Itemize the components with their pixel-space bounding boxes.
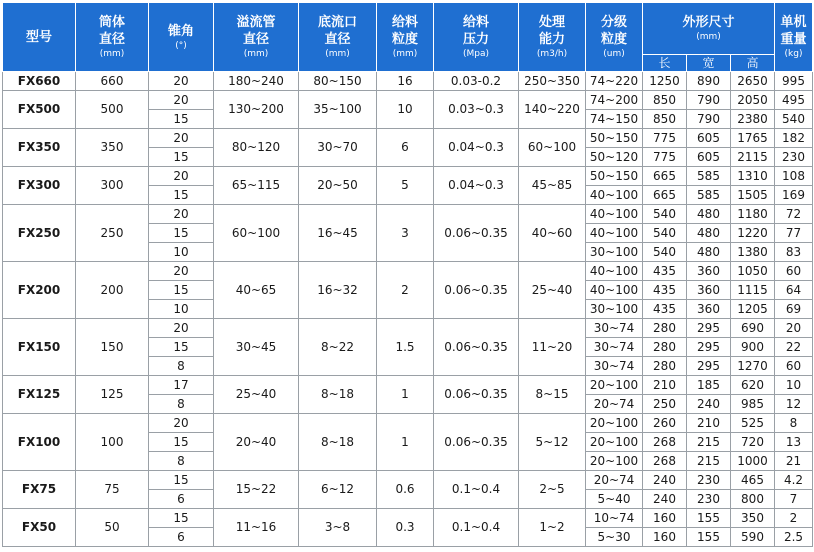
- cell-feed-size: 16: [377, 72, 434, 91]
- cell-feed-size: 1.5: [377, 319, 434, 376]
- cell-model: FX100: [3, 414, 76, 471]
- cell-weight: 83: [775, 243, 813, 262]
- cell-capacity: 140~220: [519, 91, 586, 129]
- cell-length: 280: [643, 338, 687, 357]
- cell-feed-pressure: 0.06~0.35: [434, 205, 519, 262]
- cell-model: FX200: [3, 262, 76, 319]
- header-model: 型号: [3, 3, 76, 72]
- cell-cut-size: 74~200: [586, 91, 643, 110]
- cell-diameter: 300: [76, 167, 149, 205]
- cell-length: 250: [643, 395, 687, 414]
- header-underflow-diameter: 底流口 直径 (mm): [299, 3, 377, 72]
- cell-width: 890: [687, 72, 731, 91]
- cell-length: 210: [643, 376, 687, 395]
- cell-cone-angle: 6: [149, 528, 214, 547]
- cell-length: 435: [643, 262, 687, 281]
- cell-length: 540: [643, 205, 687, 224]
- header-feed-size: 给料 粒度 (mm): [377, 3, 434, 72]
- cell-cone-angle: 20: [149, 414, 214, 433]
- cell-width: 295: [687, 319, 731, 338]
- cell-width: 360: [687, 281, 731, 300]
- cell-cut-size: 10~74: [586, 509, 643, 528]
- cell-height: 2380: [731, 110, 775, 129]
- cell-underflow: 16~45: [299, 205, 377, 262]
- cell-cut-size: 50~150: [586, 167, 643, 186]
- cell-model: FX75: [3, 471, 76, 509]
- header-cone-angle: 锥角 (°): [149, 3, 214, 72]
- cell-feed-size: 3: [377, 205, 434, 262]
- cell-weight: 2.5: [775, 528, 813, 547]
- cell-capacity: 25~40: [519, 262, 586, 319]
- cell-cone-angle: 15: [149, 224, 214, 243]
- cell-cut-size: 30~74: [586, 338, 643, 357]
- cell-cut-size: 74~150: [586, 110, 643, 129]
- cell-height: 1505: [731, 186, 775, 205]
- table-row: [3, 167, 813, 186]
- cell-capacity: 40~60: [519, 205, 586, 262]
- cell-capacity: 1~2: [519, 509, 586, 547]
- cell-cone-angle: 15: [149, 281, 214, 300]
- cell-feed-size: 6: [377, 129, 434, 167]
- cell-length: 540: [643, 224, 687, 243]
- cell-cone-angle: 17: [149, 376, 214, 395]
- cell-length: 240: [643, 490, 687, 509]
- header-capacity: 处理 能力 (m3/h): [519, 3, 586, 72]
- cell-diameter: 350: [76, 129, 149, 167]
- cell-height: 2115: [731, 148, 775, 167]
- cell-width: 790: [687, 110, 731, 129]
- table-row: [3, 91, 813, 110]
- cell-weight: 72: [775, 205, 813, 224]
- cell-cut-size: 20~100: [586, 433, 643, 452]
- cell-model: FX500: [3, 91, 76, 129]
- cell-weight: 2: [775, 509, 813, 528]
- cell-length: 240: [643, 471, 687, 490]
- cell-cut-size: 50~150: [586, 129, 643, 148]
- table-header: [3, 3, 813, 72]
- cell-length: 775: [643, 148, 687, 167]
- cell-cut-size: 20~74: [586, 471, 643, 490]
- cell-height: 620: [731, 376, 775, 395]
- cell-weight: 60: [775, 357, 813, 376]
- cell-width: 605: [687, 129, 731, 148]
- cell-feed-pressure: 0.03~0.3: [434, 91, 519, 129]
- header-width: 宽: [687, 55, 731, 72]
- cell-cone-angle: 8: [149, 452, 214, 471]
- cell-width: 240: [687, 395, 731, 414]
- cell-length: 665: [643, 186, 687, 205]
- cell-cut-size: 40~100: [586, 281, 643, 300]
- cell-height: 690: [731, 319, 775, 338]
- cell-cut-size: 40~100: [586, 262, 643, 281]
- cell-cut-size: 40~100: [586, 224, 643, 243]
- cell-height: 720: [731, 433, 775, 452]
- cell-overflow: 60~100: [214, 205, 299, 262]
- cell-capacity: 60~100: [519, 129, 586, 167]
- cell-diameter: 100: [76, 414, 149, 471]
- cell-cone-angle: 6: [149, 490, 214, 509]
- cell-length: 160: [643, 528, 687, 547]
- cell-feed-pressure: 0.06~0.35: [434, 414, 519, 471]
- cell-feed-pressure: 0.04~0.3: [434, 167, 519, 205]
- cell-capacity: 2~5: [519, 471, 586, 509]
- cell-width: 360: [687, 262, 731, 281]
- cell-height: 800: [731, 490, 775, 509]
- cell-weight: 4.2: [775, 471, 813, 490]
- cell-overflow: 40~65: [214, 262, 299, 319]
- cell-cone-angle: 15: [149, 509, 214, 528]
- cell-cone-angle: 15: [149, 338, 214, 357]
- cell-underflow: 16~32: [299, 262, 377, 319]
- cell-feed-pressure: 0.04~0.3: [434, 129, 519, 167]
- cell-weight: 21: [775, 452, 813, 471]
- cell-diameter: 500: [76, 91, 149, 129]
- cell-cut-size: 30~74: [586, 357, 643, 376]
- cell-height: 1050: [731, 262, 775, 281]
- header-diameter: 筒体 直径 (mm): [76, 3, 149, 72]
- cell-diameter: 150: [76, 319, 149, 376]
- cell-feed-size: 2: [377, 262, 434, 319]
- cell-capacity: 250~350: [519, 72, 586, 91]
- cell-cone-angle: 20: [149, 167, 214, 186]
- cell-diameter: 660: [76, 72, 149, 91]
- header-feed-pressure: 给料 压力 (Mpa): [434, 3, 519, 72]
- cell-underflow: 30~70: [299, 129, 377, 167]
- cell-length: 1250: [643, 72, 687, 91]
- cell-length: 268: [643, 452, 687, 471]
- cell-width: 790: [687, 91, 731, 110]
- cell-weight: 20: [775, 319, 813, 338]
- cell-weight: 10: [775, 376, 813, 395]
- cell-underflow: 8~22: [299, 319, 377, 376]
- cell-model: FX250: [3, 205, 76, 262]
- cell-cone-angle: 20: [149, 319, 214, 338]
- cell-cone-angle: 15: [149, 433, 214, 452]
- cell-weight: 995: [775, 72, 813, 91]
- cell-height: 1220: [731, 224, 775, 243]
- cell-length: 435: [643, 300, 687, 319]
- cell-overflow: 130~200: [214, 91, 299, 129]
- header-height: 高: [731, 55, 775, 72]
- cell-width: 155: [687, 509, 731, 528]
- cell-model: FX350: [3, 129, 76, 167]
- cell-overflow: 80~120: [214, 129, 299, 167]
- cell-cut-size: 20~100: [586, 376, 643, 395]
- cell-weight: 13: [775, 433, 813, 452]
- cell-height: 1310: [731, 167, 775, 186]
- cell-width: 230: [687, 471, 731, 490]
- cell-weight: 8: [775, 414, 813, 433]
- cell-weight: 22: [775, 338, 813, 357]
- table-row: [3, 471, 813, 490]
- cell-length: 280: [643, 357, 687, 376]
- table-row: [3, 509, 813, 528]
- cell-weight: 230: [775, 148, 813, 167]
- cell-model: FX150: [3, 319, 76, 376]
- table-row: [3, 72, 813, 91]
- header-dimensions: 外形尺寸 (mm): [643, 3, 775, 55]
- header-weight: 单机 重量 (kg): [775, 3, 813, 72]
- cell-height: 465: [731, 471, 775, 490]
- cell-width: 480: [687, 224, 731, 243]
- cell-cone-angle: 20: [149, 91, 214, 110]
- cell-cone-angle: 8: [149, 395, 214, 414]
- header-length: 长: [643, 55, 687, 72]
- cell-feed-size: 5: [377, 167, 434, 205]
- cell-height: 350: [731, 509, 775, 528]
- cell-cone-angle: 20: [149, 262, 214, 281]
- cell-length: 850: [643, 91, 687, 110]
- cell-height: 985: [731, 395, 775, 414]
- cell-height: 1115: [731, 281, 775, 300]
- cell-weight: 495: [775, 91, 813, 110]
- cell-height: 1205: [731, 300, 775, 319]
- cell-height: 1380: [731, 243, 775, 262]
- cell-height: 1270: [731, 357, 775, 376]
- cell-model: FX125: [3, 376, 76, 414]
- cell-overflow: 30~45: [214, 319, 299, 376]
- cell-feed-size: 0.6: [377, 471, 434, 509]
- cell-cone-angle: 15: [149, 110, 214, 129]
- cell-feed-size: 1: [377, 414, 434, 471]
- cell-cut-size: 30~74: [586, 319, 643, 338]
- cell-underflow: 80~150: [299, 72, 377, 91]
- cell-length: 435: [643, 281, 687, 300]
- cell-feed-size: 10: [377, 91, 434, 129]
- cell-weight: 60: [775, 262, 813, 281]
- cell-length: 665: [643, 167, 687, 186]
- header-cut-size: 分级 粒度 (um): [586, 3, 643, 72]
- cell-overflow: 25~40: [214, 376, 299, 414]
- cell-feed-pressure: 0.1~0.4: [434, 471, 519, 509]
- cell-diameter: 125: [76, 376, 149, 414]
- cell-underflow: 6~12: [299, 471, 377, 509]
- cell-cone-angle: 15: [149, 148, 214, 167]
- cell-length: 260: [643, 414, 687, 433]
- table-row: [3, 262, 813, 281]
- cell-feed-pressure: 0.1~0.4: [434, 509, 519, 547]
- cell-cut-size: 30~100: [586, 243, 643, 262]
- cell-feed-size: 0.3: [377, 509, 434, 547]
- cell-height: 900: [731, 338, 775, 357]
- cell-cut-size: 5~30: [586, 528, 643, 547]
- cell-cut-size: 20~100: [586, 414, 643, 433]
- cell-cone-angle: 10: [149, 300, 214, 319]
- cell-height: 1180: [731, 205, 775, 224]
- table-row: [3, 414, 813, 433]
- cell-capacity: 8~15: [519, 376, 586, 414]
- cell-model: FX660: [3, 72, 76, 91]
- cell-length: 280: [643, 319, 687, 338]
- cell-cut-size: 40~100: [586, 205, 643, 224]
- cell-length: 268: [643, 433, 687, 452]
- cell-length: 160: [643, 509, 687, 528]
- cell-feed-pressure: 0.06~0.35: [434, 376, 519, 414]
- cell-width: 215: [687, 433, 731, 452]
- cell-weight: 64: [775, 281, 813, 300]
- cell-cut-size: 20~74: [586, 395, 643, 414]
- cell-weight: 182: [775, 129, 813, 148]
- cell-model: FX50: [3, 509, 76, 547]
- cell-underflow: 8~18: [299, 414, 377, 471]
- spec-table-container: [2, 2, 813, 547]
- cell-length: 775: [643, 129, 687, 148]
- cell-height: 590: [731, 528, 775, 547]
- cell-overflow: 20~40: [214, 414, 299, 471]
- cell-cone-angle: 20: [149, 129, 214, 148]
- cell-diameter: 200: [76, 262, 149, 319]
- cell-width: 360: [687, 300, 731, 319]
- cell-underflow: 3~8: [299, 509, 377, 547]
- cell-width: 210: [687, 414, 731, 433]
- cell-overflow: 11~16: [214, 509, 299, 547]
- cell-cone-angle: 10: [149, 243, 214, 262]
- cell-width: 585: [687, 186, 731, 205]
- cell-underflow: 20~50: [299, 167, 377, 205]
- cell-cone-angle: 20: [149, 72, 214, 91]
- cell-width: 215: [687, 452, 731, 471]
- cell-height: 2050: [731, 91, 775, 110]
- cell-overflow: 180~240: [214, 72, 299, 91]
- cell-feed-size: 1: [377, 376, 434, 414]
- cell-width: 605: [687, 148, 731, 167]
- cell-length: 850: [643, 110, 687, 129]
- cell-cut-size: 20~100: [586, 452, 643, 471]
- header-overflow-diameter: 溢流管 直径 (mm): [214, 3, 299, 72]
- cell-feed-pressure: 0.06~0.35: [434, 262, 519, 319]
- cell-diameter: 50: [76, 509, 149, 547]
- cell-diameter: 75: [76, 471, 149, 509]
- cell-cut-size: 74~220: [586, 72, 643, 91]
- cell-diameter: 250: [76, 205, 149, 262]
- cell-model: FX300: [3, 167, 76, 205]
- cell-width: 185: [687, 376, 731, 395]
- cell-overflow: 15~22: [214, 471, 299, 509]
- cell-weight: 7: [775, 490, 813, 509]
- hydrocyclone-spec-table: [2, 2, 813, 547]
- cell-cut-size: 30~100: [586, 300, 643, 319]
- table-row: [3, 205, 813, 224]
- cell-length: 540: [643, 243, 687, 262]
- cell-capacity: 45~85: [519, 167, 586, 205]
- cell-cone-angle: 15: [149, 471, 214, 490]
- cell-overflow: 65~115: [214, 167, 299, 205]
- table-body: [3, 72, 813, 547]
- cell-width: 295: [687, 338, 731, 357]
- cell-cone-angle: 20: [149, 205, 214, 224]
- cell-width: 480: [687, 205, 731, 224]
- table-row: [3, 319, 813, 338]
- table-row: [3, 129, 813, 148]
- cell-width: 295: [687, 357, 731, 376]
- cell-height: 1000: [731, 452, 775, 471]
- table-row: [3, 376, 813, 395]
- cell-cone-angle: 15: [149, 186, 214, 205]
- cell-cut-size: 40~100: [586, 186, 643, 205]
- cell-height: 525: [731, 414, 775, 433]
- cell-height: 2650: [731, 72, 775, 91]
- cell-cut-size: 5~40: [586, 490, 643, 509]
- cell-weight: 77: [775, 224, 813, 243]
- cell-capacity: 11~20: [519, 319, 586, 376]
- cell-underflow: 8~18: [299, 376, 377, 414]
- cell-cut-size: 50~120: [586, 148, 643, 167]
- cell-width: 480: [687, 243, 731, 262]
- cell-underflow: 35~100: [299, 91, 377, 129]
- cell-cone-angle: 8: [149, 357, 214, 376]
- cell-capacity: 5~12: [519, 414, 586, 471]
- cell-weight: 12: [775, 395, 813, 414]
- cell-width: 155: [687, 528, 731, 547]
- cell-feed-pressure: 0.06~0.35: [434, 319, 519, 376]
- cell-width: 230: [687, 490, 731, 509]
- cell-height: 1765: [731, 129, 775, 148]
- cell-weight: 69: [775, 300, 813, 319]
- cell-weight: 540: [775, 110, 813, 129]
- cell-feed-pressure: 0.03-0.2: [434, 72, 519, 91]
- cell-width: 585: [687, 167, 731, 186]
- cell-weight: 169: [775, 186, 813, 205]
- cell-weight: 108: [775, 167, 813, 186]
